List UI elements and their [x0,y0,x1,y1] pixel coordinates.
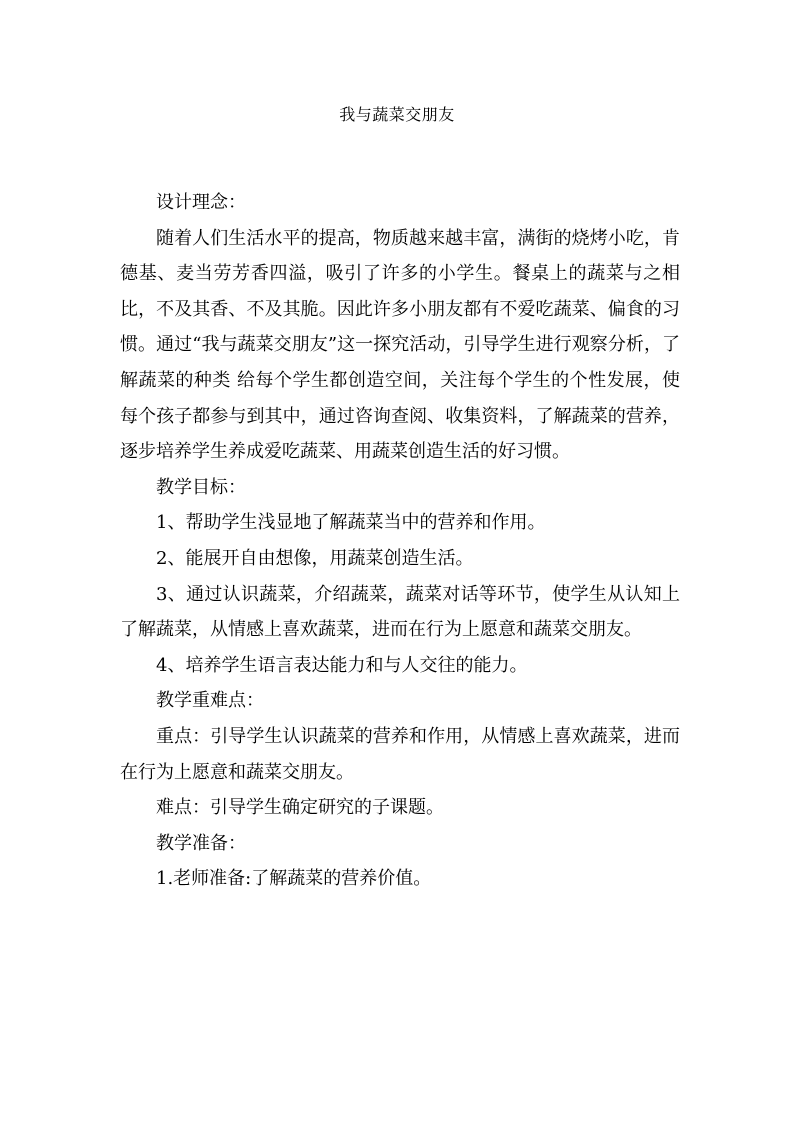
preparation-item-1: 1.老师准备:了解蔬菜的营养价值。 [156,868,432,890]
goal-item-1: 1、帮助学生浅显地了解蔬菜当中的营养和作用。 [156,512,546,534]
section-heading-teaching-goals: 教学目标： [156,476,246,498]
key-point-difficulty: 难点：引导学生确定研究的子课题。 [156,797,444,819]
document-title: 我与蔬菜交朋友 [339,105,455,124]
goal-item-2: 2、能展开自由想像，用蔬菜创造生活。 [156,547,474,569]
goal-item-3: 3、通过认识蔬菜，介绍蔬菜，蔬菜对话等环节，使学生从认知上了解蔬菜，从情感上喜欢蔬菜，进而在行为上愿意和蔬菜交朋友。 [120,583,680,641]
section-heading-key-points: 教学重难点： [156,690,264,712]
goal-item-4: 4、培养学生语言表达能力和与人交往的能力。 [156,654,528,676]
key-point-focus: 重点：引导学生认识蔬菜的营养和作用，从情感上喜欢蔬菜，进而在行为上愿意和蔬菜交朋友。 [120,725,680,783]
document-body [120,185,680,897]
paragraph-design-concept: 随着人们生活水平的提高，物质越来越丰富，满街的烧烤小吃，肯德基、麦当劳芳香四溢，吸引了许多的小学生。餐桌上的蔬菜与之相比，不及其香、不及其脆。因此许多小朋友都有不爱吃蔬菜、偏食的习惯。通过“我与蔬菜交朋友”这一探究活动，引导学生进行观察分析，了解蔬菜的种类 给每个学生都创造空间，关注每个学生的个性发展，使每个孩子都参与到其中，通过咨询查阅、收集资料，了解蔬菜的营养，逐步培养学生养成爱吃蔬菜、用蔬菜创造生活的好习惯。 [120,227,680,463]
section-heading-design-concept: 设计理念： [156,192,246,213]
section-heading-preparation: 教学准备： [156,832,246,854]
